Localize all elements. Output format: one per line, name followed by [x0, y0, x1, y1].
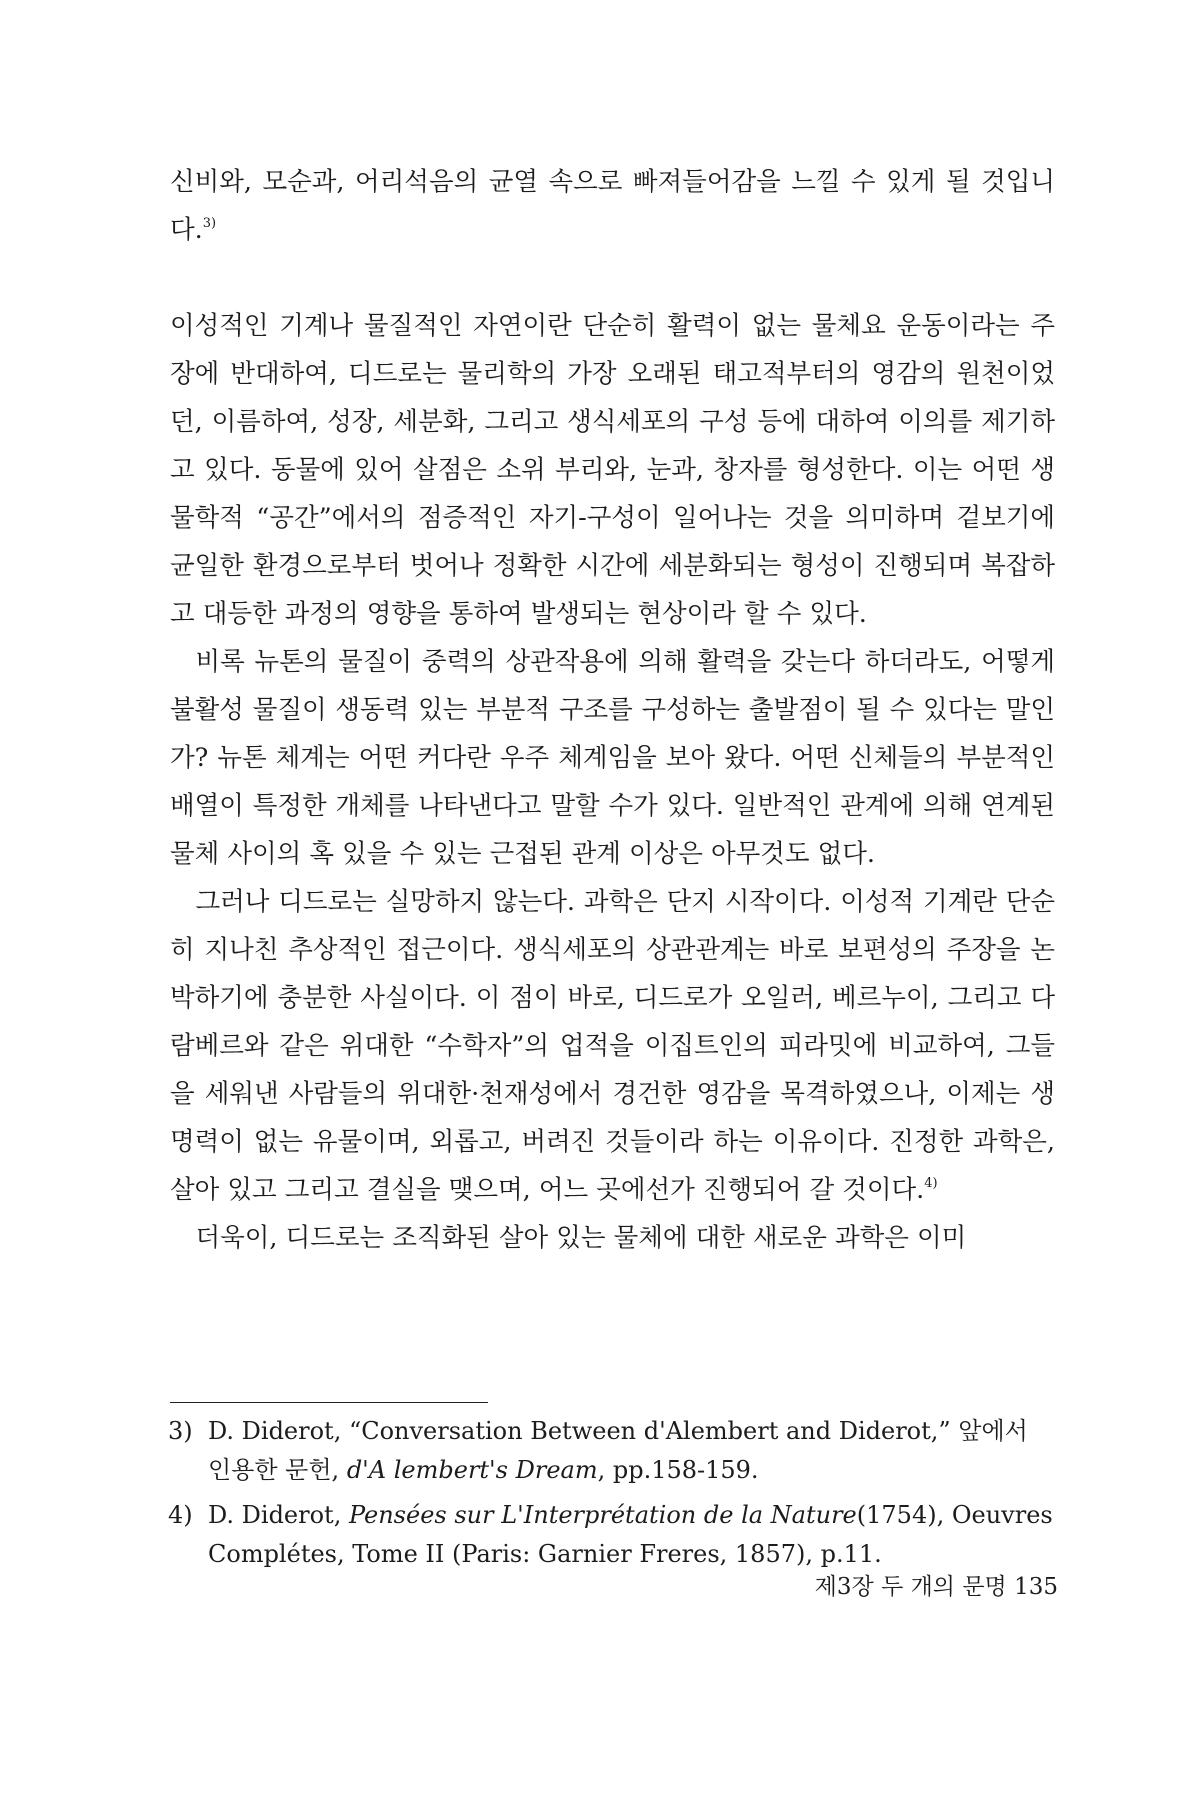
footnote-number: 3) — [168, 1417, 193, 1445]
body-text — [170, 158, 1055, 1262]
footnote-text: (1754), Oeuvres Complétes, Tome II (Paris: Garnier Freres, 1857), p.11. — [208, 1501, 1053, 1568]
page-number: 135 — [1014, 1574, 1058, 1600]
footnotes — [168, 1412, 1058, 1580]
footnote-divider — [170, 1402, 488, 1403]
footnote-title: Pensées sur L'Interprétation de la Nature — [348, 1501, 857, 1529]
footnote-title: d'A lembert's Dream — [346, 1456, 598, 1484]
footnote-3 — [168, 1412, 1058, 1490]
chapter-title: 두 개의 문명 — [881, 1574, 1007, 1600]
paragraph-3: 비록 뉴톤의 물질이 중력의 상관작용에 의해 활력을 갖는다 하더라도, 어떻게 불활성 물질이 생동력 있는 부분적 구조를 구성하는 출발점이 될 수 있다는 말인가? 뉴톤 체계는 어떤 커다란 우주 체계임을 보아 왔다. 어떤 신체들의 부분적인 배열이 특정한 개체를 나타낸다고 말할 수가 있다. 일반적인 관계에 의해 연계된 물체 사이의 혹 있을 수 있는 근접된 관계 이상은 아무것도 없다. — [170, 647, 1055, 869]
paragraph-5: 더욱이, 디드로는 조직화된 살아 있는 물체에 대한 새로운 과학은 이미 — [195, 1223, 967, 1253]
paragraph-1-text: 신비와, 모순과, 어리석음의 균열 속으로 빠져들어감을 느낄 수 있게 될 것입니다. — [170, 167, 1055, 245]
footnote-number: 4) — [168, 1501, 193, 1529]
footnote-text: D. Diderot, — [208, 1501, 349, 1529]
paragraph-2: 이성적인 기계나 물질적인 자연이란 단순히 활력이 없는 물체요 운동이라는 주장에 반대하여, 디드로는 물리학의 가장 오래된 태고적부터의 영감의 원천이었던, 이름하여, 성장, 세분화, 그리고 생식세포의 구성 등에 대하여 이의를 제기하고 있다. 동물에 있어 살점은 소위 부리와, 눈과, 창자를 형성한다. 이는 어떤 생물학적 “공간”에서의 점증적인 자기-구성이 일어나는 것을 의미하며 겉보기에 균일한 환경으로부터 벗어나 정확한 시간에 세분화되는 형성이 진행되며 복잡하고 대등한 과정의 영향을 통하여 발생되는 현상이라 할 수 있다. — [170, 311, 1055, 629]
footnote-text: D. Diderot, “Conversation Between d'Alembert and Diderot,” 앞에서 인용한 문헌, — [208, 1417, 1028, 1484]
footnote-text: , pp.158-159. — [597, 1456, 759, 1484]
footnote-ref-4: 4) — [924, 1175, 938, 1191]
running-footer — [815, 1568, 1058, 1601]
paragraph-4 — [170, 878, 1055, 1214]
chapter-label: 제3장 — [814, 1574, 874, 1600]
paragraph-1 — [170, 158, 1055, 254]
footnote-4 — [168, 1496, 1058, 1574]
paragraph-4-text: 그러나 디드로는 실망하지 않는다. 과학은 단지 시작이다. 이성적 기계란 단순히 지나친 추상적인 접근이다. 생식세포의 상관관계는 바로 보편성의 주장을 논박하기에 충분한 사실이다. 이 점이 바로, 디드로가 오일러, 베르누이, 그리고 다람베르와 같은 위대한 “수학자”의 업적을 이집트인의 피라밋에 비교하여, 그들을 세워낸 사람들의 위대한·천재성에서 경건한 영감을 목격하였으나, 이제는 생명력이 없는 유물이며, 외롭고, 버려진 것들이라 하는 이유이다. 진정한 과학은, 살아 있고 그리고 결실을 맺으며, 어느 곳에선가 진행되어 갈 것이다. — [170, 887, 1055, 1205]
footnote-ref-3: 3) — [202, 215, 217, 231]
